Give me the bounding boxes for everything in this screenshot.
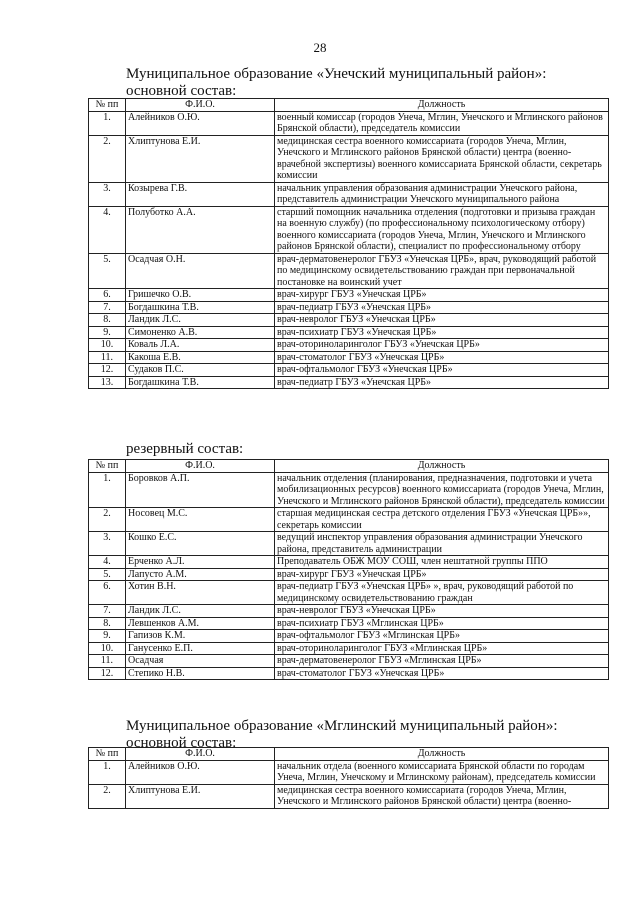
row-number: 7.: [89, 301, 126, 314]
person-position: врач-офтальмолог ГБУЗ «Мглинская ЦРБ»: [275, 630, 609, 643]
table-row: [89, 339, 609, 352]
table-header-row: [89, 460, 609, 473]
person-name: Лапусто А.М.: [126, 568, 275, 581]
table-row: [89, 314, 609, 327]
person-name: Ганусенко Е.П.: [126, 642, 275, 655]
person-position: медицинская сестра военного комиссариата (городов Унеча, Мглин, Унечского и Мглинского районов Брянской области) центра (военно-врачебной экспертизы) военного комиссариата Брянской области, секретарь комиссии: [275, 135, 609, 182]
person-name: Ерченко А.Л.: [126, 556, 275, 569]
row-number: 5.: [89, 253, 126, 289]
table-row: [89, 111, 609, 135]
row-number: 6.: [89, 289, 126, 302]
table-row: [89, 364, 609, 377]
table-row: [89, 642, 609, 655]
table-row: [89, 253, 609, 289]
table-row: [89, 630, 609, 643]
table-row: [89, 182, 609, 206]
table-row: [89, 135, 609, 182]
row-number: 9.: [89, 326, 126, 339]
person-position: медицинская сестра военного комиссариата (городов Унеча, Мглин, Унечского и Мглинского районов Брянской области) центра (военно-: [275, 784, 609, 808]
person-position: врач-дерматовенеролог ГБУЗ «Унечская ЦРБ», врач, руководящий работой по медицинскому освидетельствованию граждан при первоначальной постановке на воинский учет: [275, 253, 609, 289]
person-name: Судаков П.С.: [126, 364, 275, 377]
person-name: Хотин В.Н.: [126, 581, 275, 605]
column-header-position: Должность: [275, 99, 609, 112]
column-header-num: № пп: [89, 99, 126, 112]
person-name: Богдашкина Т.В.: [126, 376, 275, 389]
row-number: 2.: [89, 135, 126, 182]
person-name: Алейников О.Ю.: [126, 760, 275, 784]
column-header-name: Ф.И.О.: [126, 748, 275, 761]
page-number: 28: [313, 40, 327, 55]
table-row: [89, 206, 609, 253]
table-row: [89, 508, 609, 532]
row-number: 2.: [89, 508, 126, 532]
row-number: 6.: [89, 581, 126, 605]
row-number: 4.: [89, 206, 126, 253]
row-number: 1.: [89, 472, 126, 508]
person-position: военный комиссар (городов Унеча, Мглин, Унечского и Мглинского районов Брянской области), председатель комиссии: [275, 111, 609, 135]
section-3-subtitle: основной состав:: [126, 735, 237, 751]
table-row: [89, 655, 609, 668]
table-row: [89, 581, 609, 605]
reserve-staff-table-unecha: [88, 459, 609, 680]
person-name: Носовец М.С.: [126, 508, 275, 532]
person-name: Козырева Г.В.: [126, 182, 275, 206]
table-row: [89, 568, 609, 581]
person-name: Полуботко А.А.: [126, 206, 275, 253]
person-name: Хлиптунова Е.И.: [126, 784, 275, 808]
table-row: [89, 556, 609, 569]
table-row: [89, 760, 609, 784]
row-number: 12.: [89, 667, 126, 680]
person-name: Кошко Е.С.: [126, 532, 275, 556]
section-1-heading: [126, 66, 546, 100]
column-header-position: Должность: [275, 460, 609, 473]
column-header-position: Должность: [275, 748, 609, 761]
person-name: Степико Н.В.: [126, 667, 275, 680]
table-row: [89, 289, 609, 302]
person-position: врач-оториноларинголог ГБУЗ «Унечская ЦРБ»: [275, 339, 609, 352]
row-number: 8.: [89, 314, 126, 327]
person-name: Ландик Л.С.: [126, 605, 275, 618]
section-2-title: резервный состав:: [126, 441, 244, 457]
person-position: врач-хирург ГБУЗ «Унечская ЦРБ»: [275, 568, 609, 581]
table-row: [89, 472, 609, 508]
person-position: начальник отделения (планирования, предназначения, подготовки и учета мобилизационных ресурсов) военного комиссариата (городов Унеча, Мглин, Унечского и Мглинского районов Брянской области), председатель комиссии: [275, 472, 609, 508]
person-position: врач-офтальмолог ГБУЗ «Унечская ЦРБ»: [275, 364, 609, 377]
row-number: 10.: [89, 339, 126, 352]
person-name: Богдашкина Т.В.: [126, 301, 275, 314]
person-position: врач-психиатр ГБУЗ «Мглинская ЦРБ»: [275, 617, 609, 630]
section-3-title: Муниципальное образование «Мглинский муниципальный район»:: [126, 718, 558, 734]
person-name: Хлиптунова Е.И.: [126, 135, 275, 182]
person-position: старший помощник начальника отделения (подготовки и призыва граждан на военную службу) (по профессиональному психологическому отбору) военного комиссариата (городов Унеча, Мглин, Унечского и Мглинского районов Брянской области), специалист по профессиональному отбору: [275, 206, 609, 253]
table-header-row: [89, 99, 609, 112]
person-name: Какоша Е.В.: [126, 351, 275, 364]
person-position: ведущий инспектор управления образования администрации Унечского района, представитель администрации: [275, 532, 609, 556]
person-position: врач-психиатр ГБУЗ «Унечская ЦРБ»: [275, 326, 609, 339]
table-row: [89, 667, 609, 680]
row-number: 3.: [89, 182, 126, 206]
person-position: врач-хирург ГБУЗ «Унечская ЦРБ»: [275, 289, 609, 302]
row-number: 13.: [89, 376, 126, 389]
table-header-row: [89, 748, 609, 761]
person-name: Левшенков А.М.: [126, 617, 275, 630]
row-number: 8.: [89, 617, 126, 630]
person-position: врач-педиатр ГБУЗ «Унечская ЦРБ» », врач, руководящий работой по медицинскому освидетельствованию граждан: [275, 581, 609, 605]
person-name: Гришечко О.В.: [126, 289, 275, 302]
person-position: старшая медицинская сестра детского отделения ГБУЗ «Унечская ЦРБ»», секретарь комиссии: [275, 508, 609, 532]
row-number: 2.: [89, 784, 126, 808]
table-row: [89, 605, 609, 618]
row-number: 3.: [89, 532, 126, 556]
person-position: врач-оториноларинголог ГБУЗ «Мглинская ЦРБ»: [275, 642, 609, 655]
column-header-num: № пп: [89, 460, 126, 473]
person-name: Гапизов К.М.: [126, 630, 275, 643]
person-name: Осадчая О.Н.: [126, 253, 275, 289]
row-number: 4.: [89, 556, 126, 569]
person-position: врач-невролог ГБУЗ «Унечская ЦРБ»: [275, 605, 609, 618]
table-row: [89, 784, 609, 808]
person-position: врач-стоматолог ГБУЗ «Унечская ЦРБ»: [275, 667, 609, 680]
column-header-name: Ф.И.О.: [126, 460, 275, 473]
person-name: Боровков А.П.: [126, 472, 275, 508]
row-number: 12.: [89, 364, 126, 377]
person-position: врач-дерматовенеролог ГБУЗ «Мглинская ЦРБ»: [275, 655, 609, 668]
person-name: Симоненко А.В.: [126, 326, 275, 339]
person-position: начальник управления образования администрации Унечского района, представитель администрации Унечского муниципального района: [275, 182, 609, 206]
table-row: [89, 376, 609, 389]
table-row: [89, 532, 609, 556]
section-1-subtitle: основной состав:: [126, 83, 237, 99]
person-position: врач-педиатр ГБУЗ «Унечская ЦРБ»: [275, 301, 609, 314]
person-position: Преподаватель ОБЖ МОУ СОШ, член нештатной группы ППО: [275, 556, 609, 569]
row-number: 11.: [89, 351, 126, 364]
table-row: [89, 351, 609, 364]
table-row: [89, 326, 609, 339]
main-staff-table-mglin: [88, 747, 609, 809]
row-number: 1.: [89, 111, 126, 135]
row-number: 10.: [89, 642, 126, 655]
row-number: 7.: [89, 605, 126, 618]
column-header-name: Ф.И.О.: [126, 99, 275, 112]
person-position: врач-стоматолог ГБУЗ «Унечская ЦРБ»: [275, 351, 609, 364]
column-header-num: № пп: [89, 748, 126, 761]
person-name: Алейников О.Ю.: [126, 111, 275, 135]
person-name: Коваль Л.А.: [126, 339, 275, 352]
row-number: 9.: [89, 630, 126, 643]
table-row: [89, 301, 609, 314]
person-position: врач-педиатр ГБУЗ «Унечская ЦРБ»: [275, 376, 609, 389]
table-row: [89, 617, 609, 630]
row-number: 11.: [89, 655, 126, 668]
person-name: Ландик Л.С.: [126, 314, 275, 327]
row-number: 5.: [89, 568, 126, 581]
row-number: 1.: [89, 760, 126, 784]
person-name: Осадчая: [126, 655, 275, 668]
section-1-title: Муниципальное образование «Унечский муниципальный район»:: [126, 66, 547, 82]
person-position: начальник отдела (военного комиссариата Брянской области по городам Унеча, Мглин, Унечскому и Мглинскому районам), председатель комиссии: [275, 760, 609, 784]
main-staff-table-unecha: [88, 98, 609, 389]
person-position: врач-невролог ГБУЗ «Унечская ЦРБ»: [275, 314, 609, 327]
